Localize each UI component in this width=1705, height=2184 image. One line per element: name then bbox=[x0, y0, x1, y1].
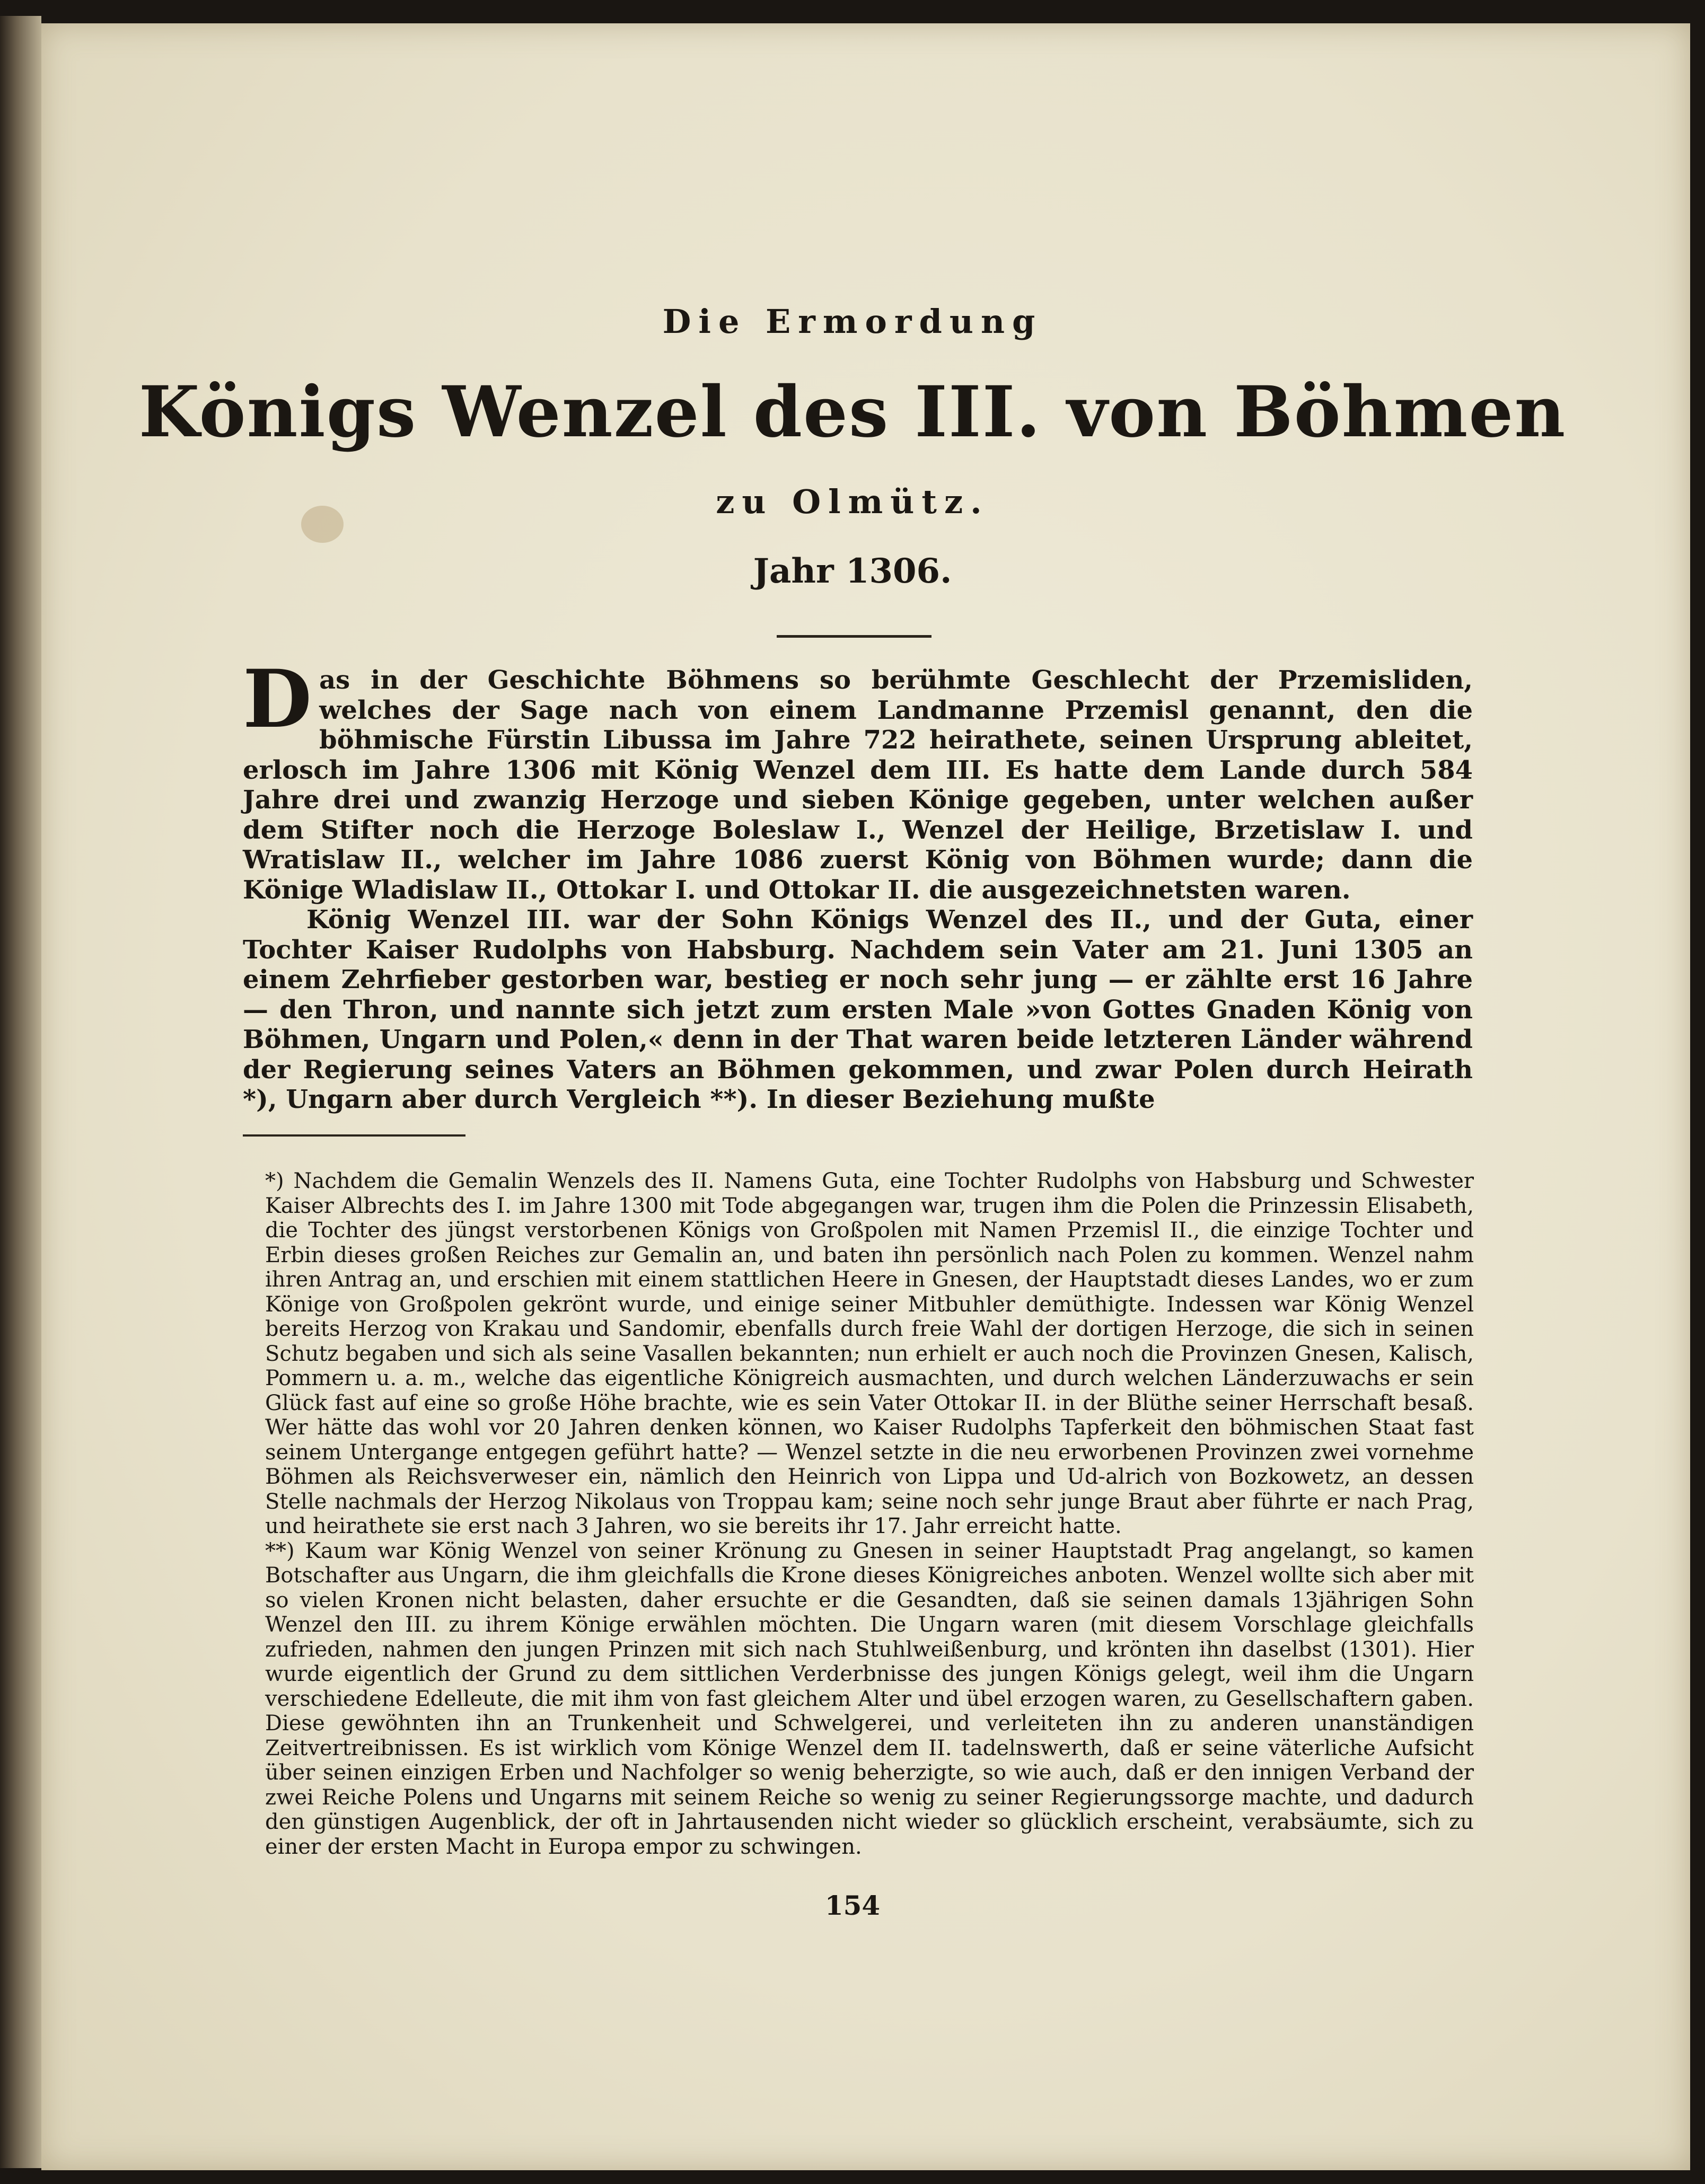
drop-cap: D bbox=[243, 653, 312, 746]
paragraph: König Wenzel III. war der Sohn Königs Wenzel des II., und der Guta, einer Tochter Kaiser Rudolphs von Habsburg. Nachdem sein Vater am 21. Juni 1305 an einem Zehrfieber gestorben war, bestieg er noch sehr jung — er zählte erst 16 Jahre — den Thron, und nannte sich jetzt zum ersten Male »von Gottes Gnaden König von Böhmen, Ungarn und Polen,« denn in der That waren beide letzteren Länder während der Regierung seines Vaters an Böhmen gekommen, und zwar Polen durch Heirath *), Ungarn aber durch Vergleich **). In dieser Beziehung mußte bbox=[243, 905, 1473, 1114]
paragraph-text: as in der Geschichte Böhmens so berühmte Geschlecht der Przemisliden, welches der Sage nach von einem Landmanne Przemisl genannt, den die böhmische Fürstin Libussa im Jahre 722 heirathete, seinen Ursprung ableitet, erlosch im Jahre 1306 mit König Wenzel dem III. Es hatte dem Lande durch 584 Jahre drei und zwanzig Herzoge und sieben Könige gegeben, unter welchen außer dem Stifter noch die Herzoge Boleslaw I., Wenzel der Heilige, Brzetislaw I. und Wratislaw II., welcher im Jahre 1086 zuerst König von Böhmen wurde; dann die Könige Wladislaw II., Ottokar I. und Ottokar II. die ausgezeichnetsten waren. bbox=[243, 665, 1473, 905]
pre-title: Die Ermordung bbox=[662, 302, 1043, 341]
chapter-title: Königs Wenzel des III. von Böhmen bbox=[138, 371, 1567, 453]
footnotes bbox=[265, 1169, 1474, 1859]
footnote: *) Nachdem die Gemalin Wenzels des II. Namens Guta, eine Tochter Rudolphs von Habsburg und Schwester Kaiser Albrechts des I. im Jahre 1300 mit Tode abgegangen war, trugen ihm die Polen die Prinzessin Elisabeth, die Tochter des jüngst verstorbenen Königs von Großpolen mit Namen Przemisl II., die einzige Tochter und Erbin dieses großen Reiches zur Gemalin an, und baten ihn persönlich nach Polen zu kommen. Wenzel nahm ihren Antrag an, und erschien mit einem stattlichen Heere in Gnesen, der Hauptstadt dieses Landes, wo er zum Könige von Großpolen gekrönt wurde, und einige seiner Mitbuhler demüthigte. Indessen war König Wenzel bereits Herzog von Krakau und Sandomir, ebenfalls durch freie Wahl der dortigen Herzoge, die sich in seinen Schutz begaben und sich als seine Vasallen bekannten; nun erhielt er auch noch die Provinzen Gnesen, Kalisch, Pommern u. a. m., welche das eigentliche Königreich ausmachten, und durch welchen Länderzuwachs er sein Glück fast auf eine so große Höhe brachte, wie es sein Vater Ottokar II. in der Blüthe seiner Herrschaft besaß. Wer hätte das wohl vor 20 Jahren denken können, wo Kaiser Rudolphs Tapferkeit den böhmischen Staat fast seinem Untergange entgegen geführt hatte? — Wenzel setzte in die neu erworbenen Provinzen zwei vornehme Böhmen als Reichsverweser ein, nämlich den Heinrich von Lippa und Ud-alrich von Bozkowetz, an dessen Stelle nachmals der Herzog Nikolaus von Troppau kam; seine noch sehr junge Braut aber führte er nach Prag, und heirathete sie erst nach 3 Jahren, wo sie bereits ihr 17. Jahr erreicht hatte. bbox=[265, 1169, 1474, 1538]
footnote: **) Kaum war König Wenzel von seiner Krönung zu Gnesen in seiner Hauptstadt Prag angelangt, so kamen Botschafter aus Ungarn, die ihm gleichfalls die Krone dieses Königreiches anboten. Wenzel wollte sich aber mit so vielen Kronen nicht belasten, daher ersuchte er die Gesandten, daß sie seinen damals 13jährigen Sohn Wenzel den III. zu ihrem Könige erwählen möchten. Die Ungarn waren (mit diesem Vorschlage gleichfalls zufrieden, nahmen den jungen Prinzen mit sich nach Stuhlweißenburg, und krönten ihn daselbst (1301). Hier wurde eigentlich der Grund zu dem sittlichen Verderbnisse des jungen Königs gelegt, weil ihm die Ungarn verschiedene Edelleute, die mit ihm von fast gleichem Alter und übel erzogen waren, zu Gesellschaftern gaben. Diese gewöhnten ihn an Trunkenheit und Schwelgerei, und verleiteten ihn zu anderen unanständigen Zeitvertreibnissen. Es ist wirklich vom Könige Wenzel dem II. tadelnswerth, daß er seine väterliche Aufsicht über seinen einzigen Erben und Nachfolger so wenig beherzigte, so wie auch, daß er den innigen Verband der zwei Reiche Polens und Ungarns mit seinem Reiche so wenig zu seiner Regierungssorge machte, und dadurch den günstigen Augenblick, der oft in Jahrtausenden nicht wieder so glücklich erscheint, verabsäumte, sich zu einer der ersten Macht in Europa empor zu schwingen. bbox=[265, 1538, 1474, 1859]
year-subtitle: Jahr 1306. bbox=[753, 551, 952, 591]
footnote-divider bbox=[243, 1134, 465, 1137]
page-number: 154 bbox=[824, 1890, 881, 1921]
body-text bbox=[243, 653, 1473, 1115]
paragraph bbox=[243, 653, 1473, 905]
place-subtitle: zu Olmütz. bbox=[716, 482, 989, 521]
title-divider bbox=[777, 635, 931, 638]
